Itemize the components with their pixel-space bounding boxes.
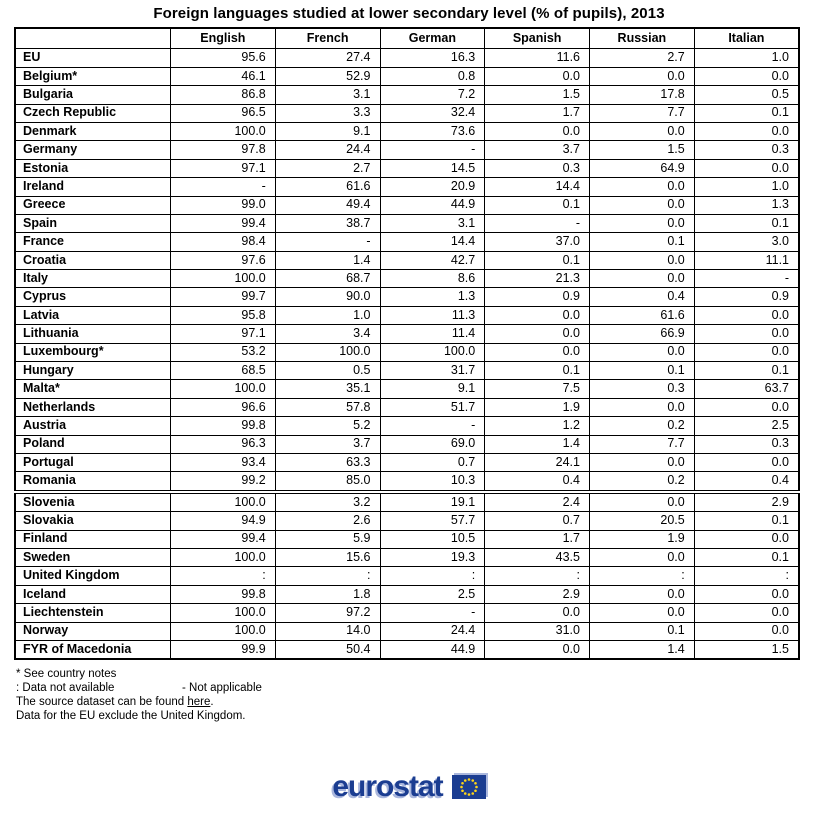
value-cell: 0.0 <box>485 640 590 659</box>
country-cell: Romania <box>15 472 171 492</box>
country-cell: Netherlands <box>15 398 171 416</box>
value-cell: 100.0 <box>171 122 276 140</box>
value-cell: 100.0 <box>171 548 276 566</box>
value-cell: 20.5 <box>590 512 695 530</box>
table-row <box>15 548 799 566</box>
value-cell: 0.0 <box>590 604 695 622</box>
value-cell: 99.7 <box>171 288 276 306</box>
value-cell: 19.1 <box>380 492 485 512</box>
value-cell: 99.2 <box>171 472 276 492</box>
country-cell: Norway <box>15 622 171 640</box>
table-row <box>15 67 799 85</box>
value-cell: 0.0 <box>485 343 590 361</box>
value-cell: 0.1 <box>694 214 799 232</box>
table-row <box>15 122 799 140</box>
value-cell: 8.6 <box>380 270 485 288</box>
value-cell: 44.9 <box>380 640 485 659</box>
country-cell: Finland <box>15 530 171 548</box>
table-row <box>15 343 799 361</box>
table-row <box>15 141 799 159</box>
value-cell: 11.4 <box>380 325 485 343</box>
value-cell: 24.1 <box>485 453 590 471</box>
value-cell: 0.0 <box>590 67 695 85</box>
value-cell: 1.3 <box>380 288 485 306</box>
value-cell: - <box>380 141 485 159</box>
column-header-italian: Italian <box>694 28 799 49</box>
value-cell: 16.3 <box>380 49 485 67</box>
value-cell: 50.4 <box>275 640 380 659</box>
value-cell: 63.7 <box>694 380 799 398</box>
value-cell: : <box>694 567 799 585</box>
value-cell: 1.3 <box>694 196 799 214</box>
table-row <box>15 585 799 603</box>
country-cell: Ireland <box>15 178 171 196</box>
table-row <box>15 178 799 196</box>
footnote-symbols <box>16 681 818 695</box>
value-cell: 1.4 <box>485 435 590 453</box>
value-cell: 1.5 <box>485 86 590 104</box>
page-title: Foreign languages studied at lower secondary level (% of pupils), 2013 <box>153 5 665 22</box>
value-cell: 5.2 <box>275 417 380 435</box>
source-dataset-link[interactable]: here <box>187 696 211 709</box>
value-cell: 95.8 <box>171 306 276 324</box>
value-cell: 15.6 <box>275 548 380 566</box>
value-cell: 0.0 <box>694 604 799 622</box>
value-cell: 10.3 <box>380 472 485 492</box>
value-cell: 51.7 <box>380 398 485 416</box>
value-cell: - <box>171 178 276 196</box>
country-cell: United Kingdom <box>15 567 171 585</box>
column-header-russian: Russian <box>590 28 695 49</box>
value-cell: 0.0 <box>590 492 695 512</box>
value-cell: 0.1 <box>694 548 799 566</box>
value-cell: 14.4 <box>380 233 485 251</box>
value-cell: 20.9 <box>380 178 485 196</box>
table-row <box>15 196 799 214</box>
country-cell: Czech Republic <box>15 104 171 122</box>
value-cell: - <box>694 270 799 288</box>
value-cell: 0.0 <box>590 343 695 361</box>
value-cell: 3.1 <box>380 214 485 232</box>
value-cell: 1.8 <box>275 585 380 603</box>
column-header-spanish: Spanish <box>485 28 590 49</box>
table-row <box>15 567 799 585</box>
value-cell: 0.0 <box>694 585 799 603</box>
country-cell: Latvia <box>15 306 171 324</box>
table-row <box>15 417 799 435</box>
table-row <box>15 622 799 640</box>
value-cell: 0.0 <box>694 343 799 361</box>
country-cell: Slovakia <box>15 512 171 530</box>
value-cell: 42.7 <box>380 251 485 269</box>
value-cell: 1.9 <box>485 398 590 416</box>
value-cell: 14.0 <box>275 622 380 640</box>
table-row <box>15 530 799 548</box>
value-cell: 5.9 <box>275 530 380 548</box>
value-cell: 0.0 <box>694 453 799 471</box>
value-cell: 0.1 <box>590 362 695 380</box>
value-cell: 99.8 <box>171 585 276 603</box>
table-row <box>15 492 799 512</box>
value-cell: 0.3 <box>694 435 799 453</box>
table-row <box>15 86 799 104</box>
country-cell: Estonia <box>15 159 171 177</box>
value-cell: 1.4 <box>275 251 380 269</box>
languages-table <box>14 27 800 660</box>
value-cell: 0.0 <box>694 398 799 416</box>
country-cell: Sweden <box>15 548 171 566</box>
value-cell: 0.0 <box>590 251 695 269</box>
value-cell: 2.5 <box>380 585 485 603</box>
value-cell: 7.5 <box>485 380 590 398</box>
value-cell: 0.0 <box>590 214 695 232</box>
value-cell: 0.5 <box>275 362 380 380</box>
value-cell: 7.7 <box>590 104 695 122</box>
value-cell: 0.1 <box>485 362 590 380</box>
value-cell: : <box>380 567 485 585</box>
value-cell: 100.0 <box>380 343 485 361</box>
value-cell: 95.6 <box>171 49 276 67</box>
country-cell: Germany <box>15 141 171 159</box>
value-cell: 0.1 <box>590 622 695 640</box>
value-cell: 0.0 <box>590 196 695 214</box>
value-cell: 97.6 <box>171 251 276 269</box>
value-cell: 0.1 <box>694 104 799 122</box>
value-cell: 0.0 <box>590 122 695 140</box>
value-cell: 0.0 <box>485 604 590 622</box>
table-row <box>15 512 799 530</box>
country-cell: France <box>15 233 171 251</box>
country-cell: Greece <box>15 196 171 214</box>
value-cell: 96.3 <box>171 435 276 453</box>
value-cell: 0.0 <box>590 585 695 603</box>
value-cell: 97.2 <box>275 604 380 622</box>
footnote-source-suffix: . <box>210 696 214 709</box>
value-cell: 94.9 <box>171 512 276 530</box>
value-cell: 3.2 <box>275 492 380 512</box>
value-cell: 96.6 <box>171 398 276 416</box>
value-cell: 27.4 <box>275 49 380 67</box>
value-cell: 0.9 <box>694 288 799 306</box>
value-cell: 0.5 <box>694 86 799 104</box>
value-cell: 1.7 <box>485 530 590 548</box>
table-row <box>15 306 799 324</box>
value-cell: 2.4 <box>485 492 590 512</box>
value-cell: 86.8 <box>171 86 276 104</box>
value-cell: 0.7 <box>485 512 590 530</box>
value-cell: 0.4 <box>694 472 799 492</box>
value-cell: 0.0 <box>694 622 799 640</box>
eu-flag-stars <box>452 775 486 799</box>
value-cell: 0.1 <box>694 512 799 530</box>
country-cell: Liechtenstein <box>15 604 171 622</box>
value-cell: 0.0 <box>694 325 799 343</box>
table-header-row <box>15 28 799 49</box>
value-cell: 0.0 <box>485 67 590 85</box>
value-cell: 0.0 <box>590 548 695 566</box>
value-cell: 97.1 <box>171 159 276 177</box>
value-cell: 61.6 <box>590 306 695 324</box>
value-cell: 63.3 <box>275 453 380 471</box>
value-cell: 0.8 <box>380 67 485 85</box>
value-cell: 3.0 <box>694 233 799 251</box>
value-cell: 0.9 <box>485 288 590 306</box>
table-row <box>15 453 799 471</box>
country-cell: Spain <box>15 214 171 232</box>
value-cell: 11.1 <box>694 251 799 269</box>
eu-flag-icon <box>452 775 486 799</box>
value-cell: 98.4 <box>171 233 276 251</box>
country-cell: Hungary <box>15 362 171 380</box>
value-cell: 0.1 <box>485 196 590 214</box>
value-cell: 0.2 <box>590 417 695 435</box>
value-cell: 14.4 <box>485 178 590 196</box>
value-cell: 3.7 <box>485 141 590 159</box>
table-row <box>15 362 799 380</box>
value-cell: 17.8 <box>590 86 695 104</box>
value-cell: 2.9 <box>485 585 590 603</box>
value-cell: 0.4 <box>485 472 590 492</box>
country-cell: FYR of Macedonia <box>15 640 171 659</box>
value-cell: 2.7 <box>590 49 695 67</box>
value-cell: 85.0 <box>275 472 380 492</box>
value-cell: 49.4 <box>275 196 380 214</box>
table-row <box>15 233 799 251</box>
value-cell: 11.6 <box>485 49 590 67</box>
value-cell: 0.3 <box>590 380 695 398</box>
table-row <box>15 380 799 398</box>
value-cell: 68.5 <box>171 362 276 380</box>
country-cell: Austria <box>15 417 171 435</box>
value-cell: 37.0 <box>485 233 590 251</box>
table-row <box>15 435 799 453</box>
table-row <box>15 640 799 659</box>
country-cell: Bulgaria <box>15 86 171 104</box>
value-cell: 11.3 <box>380 306 485 324</box>
value-cell: 73.6 <box>380 122 485 140</box>
value-cell: 57.7 <box>380 512 485 530</box>
value-cell: 0.0 <box>590 178 695 196</box>
value-cell: 1.5 <box>590 141 695 159</box>
value-cell: 52.9 <box>275 67 380 85</box>
footnote-eu-note: Data for the EU exclude the United Kingdom. <box>16 710 246 723</box>
table-row <box>15 251 799 269</box>
value-cell: 1.4 <box>590 640 695 659</box>
value-cell: 44.9 <box>380 196 485 214</box>
value-cell: 2.7 <box>275 159 380 177</box>
value-cell: 1.0 <box>694 178 799 196</box>
column-header-french: French <box>275 28 380 49</box>
table-row <box>15 472 799 492</box>
value-cell: 7.2 <box>380 86 485 104</box>
value-cell: 3.1 <box>275 86 380 104</box>
value-cell: 97.1 <box>171 325 276 343</box>
country-cell: Luxembourg* <box>15 343 171 361</box>
value-cell: 0.7 <box>380 453 485 471</box>
value-cell: 100.0 <box>171 604 276 622</box>
footnote-country-notes: * See country notes <box>16 668 117 681</box>
value-cell: : <box>275 567 380 585</box>
footnote-not-available: : Data not available <box>16 682 115 695</box>
value-cell: 0.1 <box>485 251 590 269</box>
value-cell: - <box>380 604 485 622</box>
value-cell: 99.8 <box>171 417 276 435</box>
value-cell: 0.0 <box>694 306 799 324</box>
table-row <box>15 288 799 306</box>
country-cell: Belgium* <box>15 67 171 85</box>
table-row <box>15 398 799 416</box>
country-cell: Portugal <box>15 453 171 471</box>
value-cell: 0.0 <box>485 325 590 343</box>
value-cell: 2.5 <box>694 417 799 435</box>
value-cell: 0.0 <box>694 67 799 85</box>
table-row <box>15 104 799 122</box>
value-cell: - <box>380 417 485 435</box>
value-cell: 24.4 <box>275 141 380 159</box>
value-cell: 99.4 <box>171 530 276 548</box>
value-cell: 38.7 <box>275 214 380 232</box>
value-cell: 0.0 <box>694 530 799 548</box>
value-cell: : <box>590 567 695 585</box>
table-row <box>15 325 799 343</box>
value-cell: 9.1 <box>275 122 380 140</box>
country-cell: Croatia <box>15 251 171 269</box>
value-cell: 21.3 <box>485 270 590 288</box>
value-cell: 3.3 <box>275 104 380 122</box>
value-cell: 0.2 <box>590 472 695 492</box>
value-cell: 14.5 <box>380 159 485 177</box>
value-cell: 3.7 <box>275 435 380 453</box>
value-cell: 99.9 <box>171 640 276 659</box>
table-body <box>15 49 799 659</box>
table-row <box>15 159 799 177</box>
country-cell: Poland <box>15 435 171 453</box>
value-cell: 1.5 <box>694 640 799 659</box>
value-cell: 1.9 <box>590 530 695 548</box>
value-cell: 97.8 <box>171 141 276 159</box>
value-cell: 0.0 <box>694 159 799 177</box>
corner-cell <box>15 28 171 49</box>
value-cell: 0.0 <box>590 453 695 471</box>
value-cell: 61.6 <box>275 178 380 196</box>
value-cell: 0.1 <box>694 362 799 380</box>
value-cell: 100.0 <box>171 380 276 398</box>
value-cell: 31.7 <box>380 362 485 380</box>
value-cell: 0.0 <box>485 306 590 324</box>
value-cell: 24.4 <box>380 622 485 640</box>
value-cell: 99.4 <box>171 214 276 232</box>
value-cell: 9.1 <box>380 380 485 398</box>
eurostat-logo <box>0 772 818 802</box>
footnote-source <box>16 695 818 709</box>
value-cell: 2.6 <box>275 512 380 530</box>
value-cell: 32.4 <box>380 104 485 122</box>
value-cell: 0.0 <box>590 398 695 416</box>
country-cell: Cyprus <box>15 288 171 306</box>
value-cell: : <box>171 567 276 585</box>
country-cell: Denmark <box>15 122 171 140</box>
value-cell: 64.9 <box>590 159 695 177</box>
value-cell: 99.0 <box>171 196 276 214</box>
value-cell: 10.5 <box>380 530 485 548</box>
value-cell: 93.4 <box>171 453 276 471</box>
value-cell: 3.4 <box>275 325 380 343</box>
value-cell: 0.3 <box>485 159 590 177</box>
value-cell: : <box>485 567 590 585</box>
value-cell: 96.5 <box>171 104 276 122</box>
value-cell: 53.2 <box>171 343 276 361</box>
value-cell: 1.2 <box>485 417 590 435</box>
table-row <box>15 604 799 622</box>
value-cell: 7.7 <box>590 435 695 453</box>
footnote-not-applicable: - Not applicable <box>182 682 262 695</box>
value-cell: 1.0 <box>275 306 380 324</box>
eurostat-wordmark: eurostat <box>332 770 443 803</box>
footnotes <box>16 667 818 723</box>
value-cell: 43.5 <box>485 548 590 566</box>
value-cell: 100.0 <box>171 492 276 512</box>
value-cell: 1.7 <box>485 104 590 122</box>
value-cell: 69.0 <box>380 435 485 453</box>
value-cell: 0.1 <box>590 233 695 251</box>
column-header-german: German <box>380 28 485 49</box>
value-cell: - <box>485 214 590 232</box>
value-cell: 66.9 <box>590 325 695 343</box>
value-cell: 100.0 <box>171 622 276 640</box>
country-cell: Italy <box>15 270 171 288</box>
value-cell: 100.0 <box>275 343 380 361</box>
country-cell: Lithuania <box>15 325 171 343</box>
country-cell: Malta* <box>15 380 171 398</box>
country-cell: Iceland <box>15 585 171 603</box>
value-cell: 35.1 <box>275 380 380 398</box>
country-cell: EU <box>15 49 171 67</box>
value-cell: 19.3 <box>380 548 485 566</box>
value-cell: 0.0 <box>694 122 799 140</box>
value-cell: 68.7 <box>275 270 380 288</box>
value-cell: 1.0 <box>694 49 799 67</box>
footnote-source-prefix: The source dataset can be found <box>16 696 188 709</box>
value-cell: 57.8 <box>275 398 380 416</box>
table-row <box>15 49 799 67</box>
table-row <box>15 214 799 232</box>
value-cell: 2.9 <box>694 492 799 512</box>
value-cell: 31.0 <box>485 622 590 640</box>
value-cell: - <box>275 233 380 251</box>
value-cell: 46.1 <box>171 67 276 85</box>
value-cell: 0.3 <box>694 141 799 159</box>
country-cell: Slovenia <box>15 492 171 512</box>
value-cell: 0.4 <box>590 288 695 306</box>
column-header-english: English <box>171 28 276 49</box>
value-cell: 0.0 <box>485 122 590 140</box>
value-cell: 100.0 <box>171 270 276 288</box>
table-head <box>15 28 799 49</box>
value-cell: 90.0 <box>275 288 380 306</box>
value-cell: 0.0 <box>590 270 695 288</box>
table-row <box>15 270 799 288</box>
